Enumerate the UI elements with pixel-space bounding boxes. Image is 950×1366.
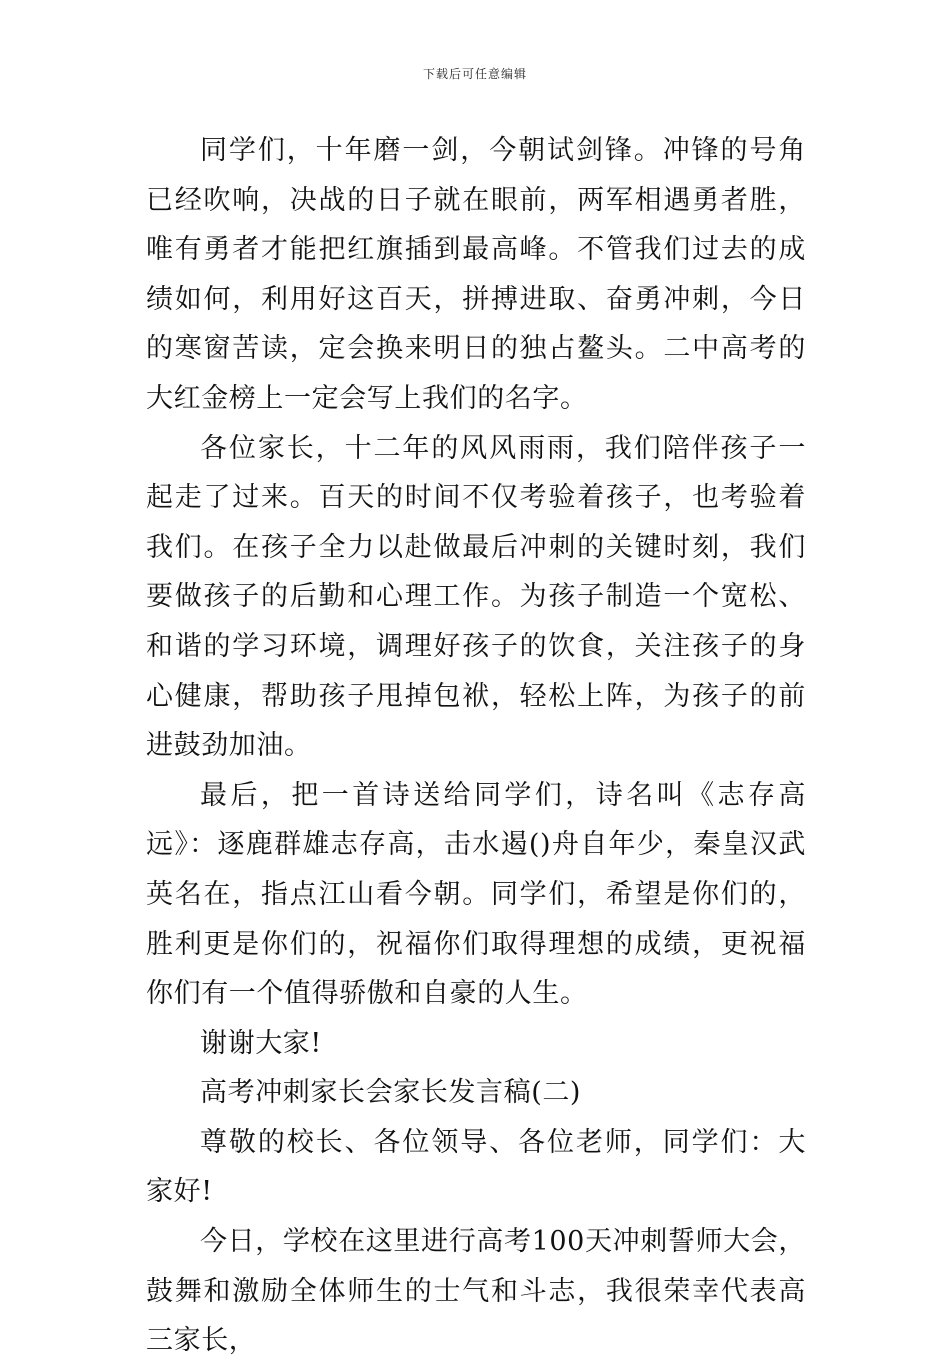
paragraph-greeting: 尊敬的校长、各位领导、各位老师，同学们：大家好! xyxy=(146,1126,806,1208)
paragraph-poem: 最后，把一首诗送给同学们，诗名叫《志存高远》：逐鹿群雄志存高，击水遏()舟自年少，秦皇汉武英名在，指点江山看今朝。同学们，希望是你们的，胜利更是你们的，祝福你们取得理想的成绩，更祝福你们有一个值得骄傲和自豪的人生。 xyxy=(146,779,806,1010)
paragraph-thanks: 谢谢大家! xyxy=(200,1027,322,1059)
page-header: 下载后可任意编辑 xyxy=(422,67,527,81)
paragraph-students: 同学们，十年磨一剑，今朝试剑锋。冲锋的号角已经吹响，决战的日子就在眼前，两军相遇勇者胜，唯有勇者才能把红旗插到最高峰。不管我们过去的成绩如何，利用好这百天，拼搏进取、奋勇冲刺，今日的寒窗苦读，定会换来明日的独占鳌头。二中高考的大红金榜上一定会写上我们的名字。 xyxy=(146,135,806,414)
paragraph-opening: 今日，学校在这里进行高考100天冲刺誓师大会，鼓舞和激励全体师生的士气和斗志，我很荣幸代表高三家长， xyxy=(146,1226,806,1357)
document-body xyxy=(146,126,806,1366)
section-title: 高考冲刺家长会家长发言稿(二) xyxy=(200,1077,582,1109)
paragraph-parents: 各位家长，十二年的风风雨雨，我们陪伴孩子一起走了过来。百天的时间不仅考验着孩子，也考验着我们。在孩子全力以赴做最后冲刺的关键时刻，我们要做孩子的后勤和心理工作。为孩子制造一个宽松、和谐的学习环境，调理好孩子的饮食，关注孩子的身心健康，帮助孩子甩掉包袱，轻松上阵，为孩子的前进鼓劲加油。 xyxy=(146,432,806,762)
